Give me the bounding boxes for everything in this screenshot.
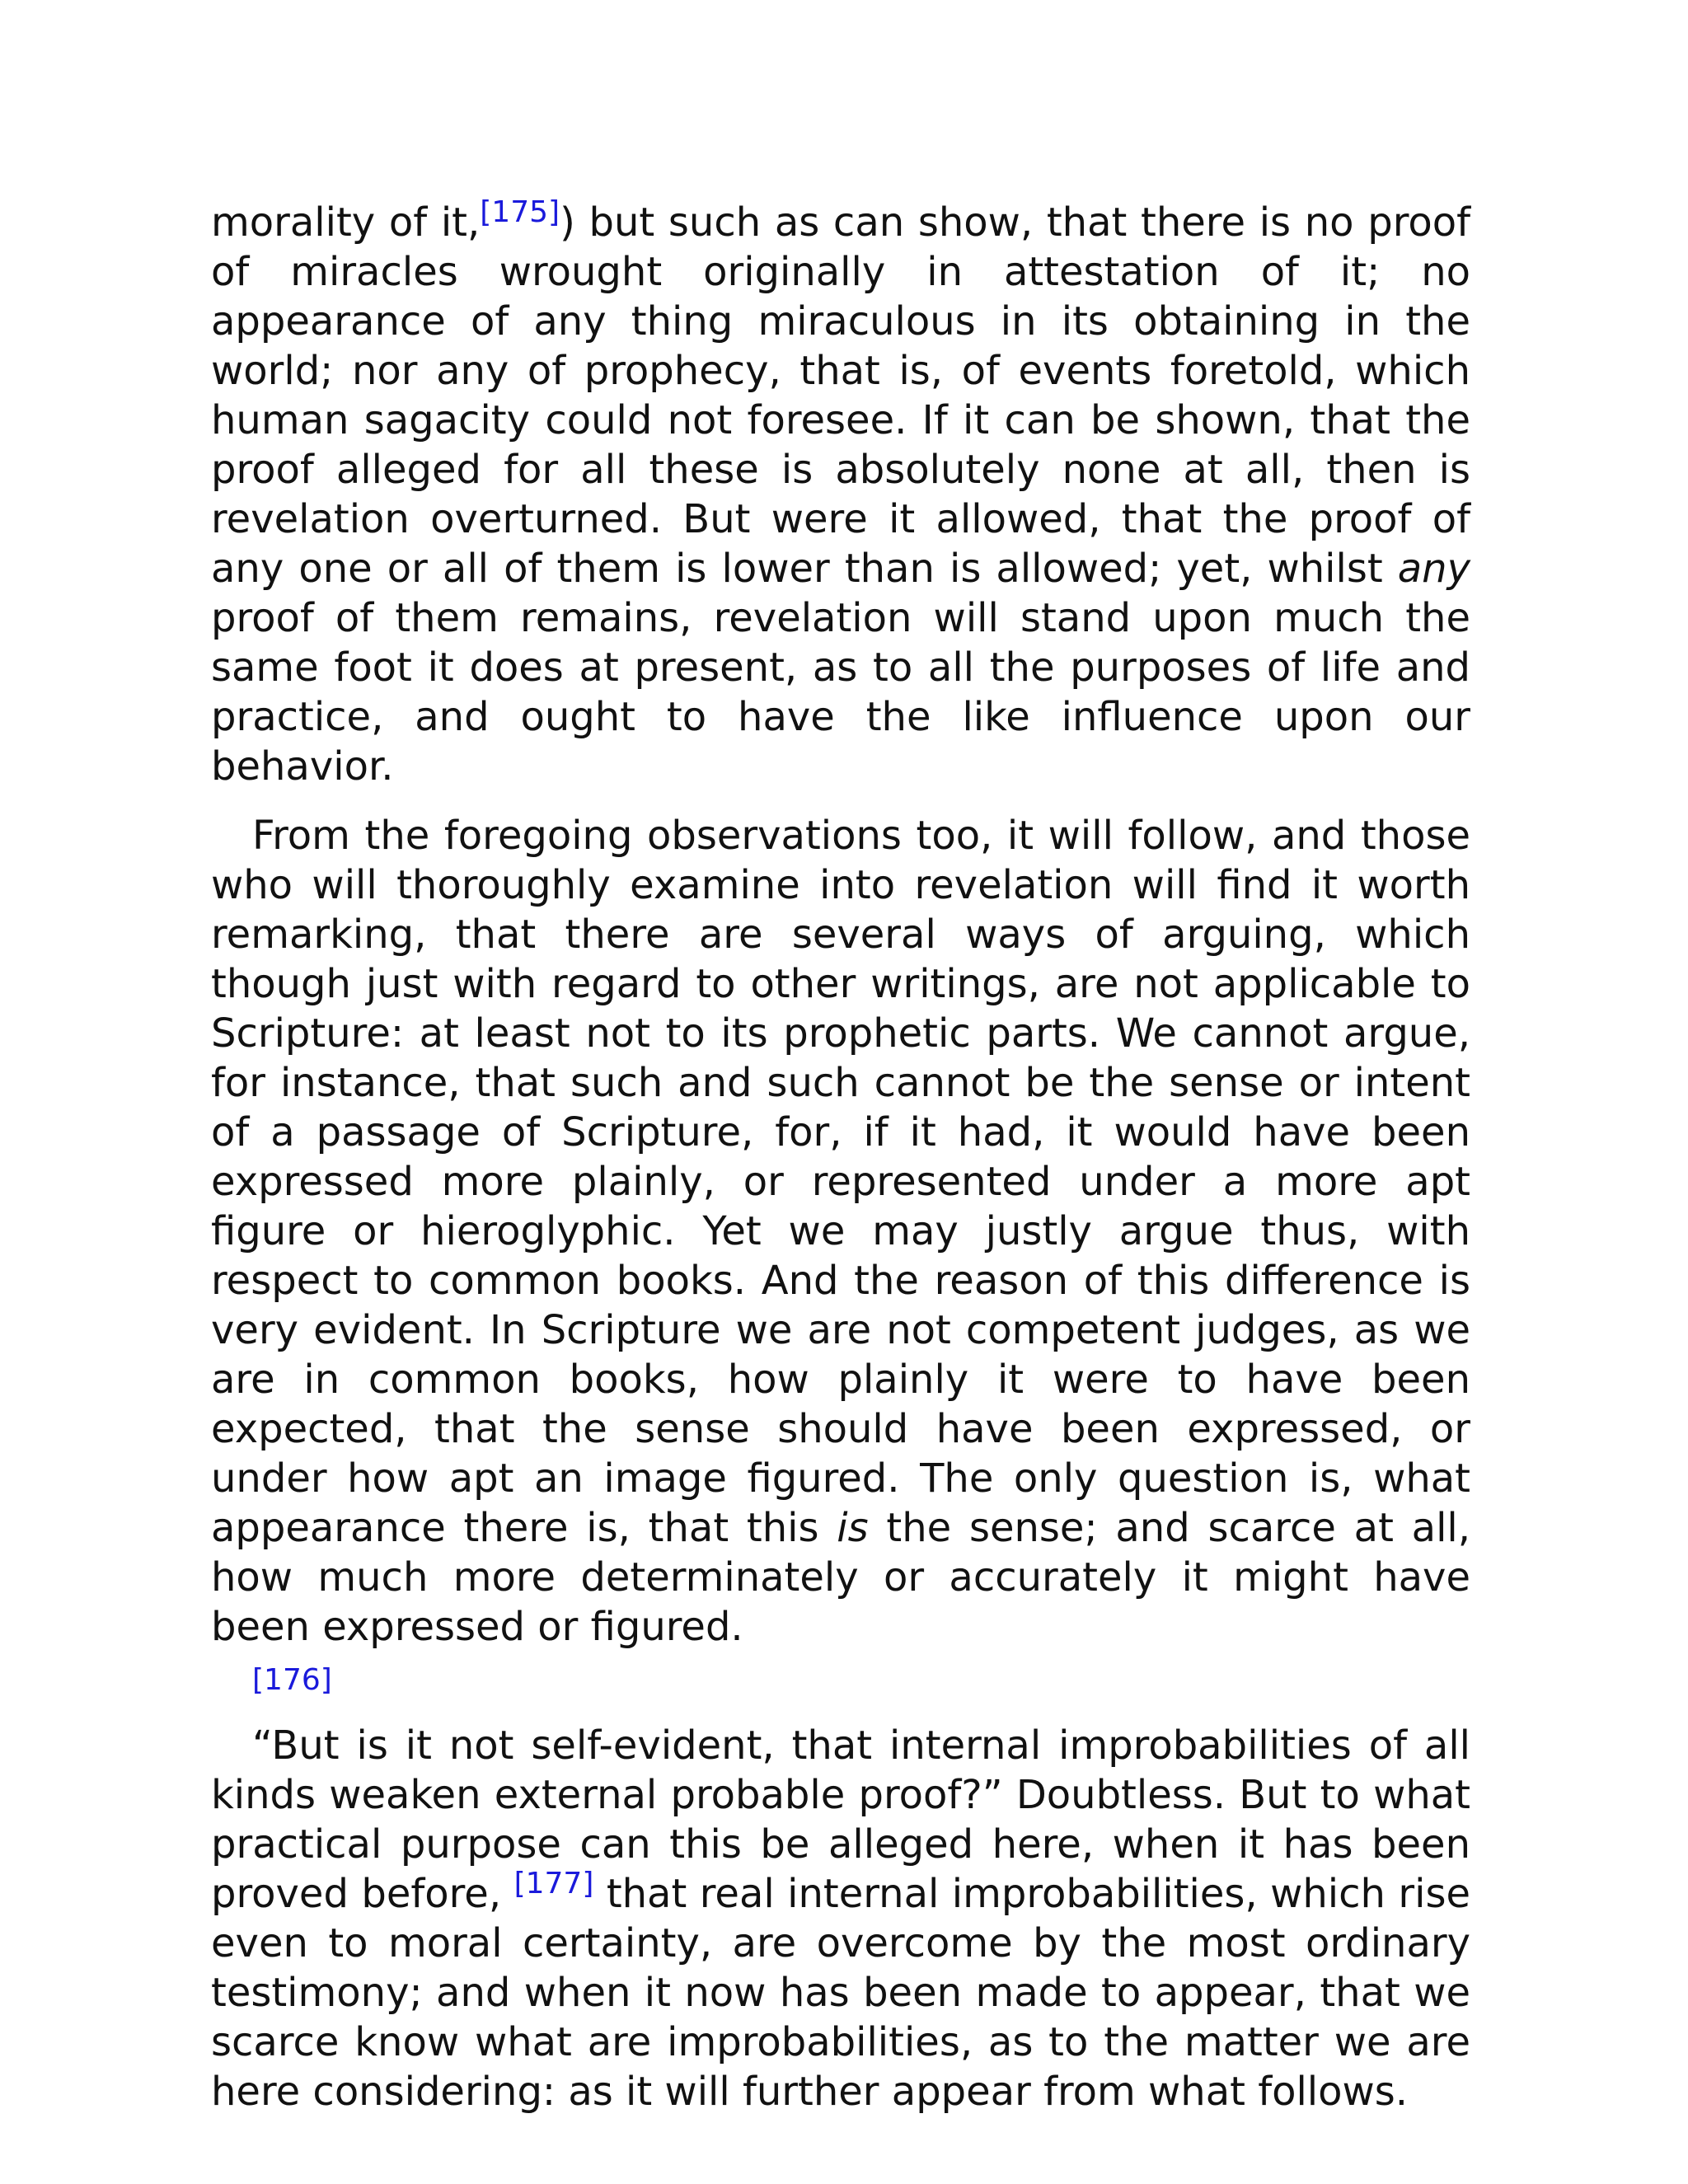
footnote-link-176[interactable]: [176] xyxy=(252,1663,332,1697)
page-body xyxy=(211,195,1471,2136)
paragraph-1 xyxy=(211,195,1471,791)
paragraph-2-emphasis: is xyxy=(837,1505,869,1551)
paragraph-1-text-a: morality of it, xyxy=(211,199,481,246)
paragraph-1-text-c: proof of them remains, revelation will stand upon much the same foot it does at present, as to all the purposes of life and practice, and ought to have the like influence upon our behavior. xyxy=(211,595,1470,790)
paragraph-2-text-b: the sense; and scarce at all, how much more determinately or accurately it might have been expressed or figured. xyxy=(211,1505,1470,1650)
paragraph-3-text-b: that real internal improbabilities, which rise even to moral certainty, are overcome by the most ordinary testimony; and when it now has been made to appear, that we scarce know what are improbabilities, as to the matter we are here considering: as it will further appear from what follows. xyxy=(211,1871,1471,2115)
paragraph-3 xyxy=(211,1721,1470,2116)
paragraph-3-text-a: “But is it not self-evident, that internal improbabilities of all kinds weaken external probable proof?” Doubtless. But to what practical purpose can this be alleged here, when it has been proved before, xyxy=(211,1722,1470,1917)
paragraph-1-emphasis: any xyxy=(1397,546,1470,592)
paragraph-2 xyxy=(211,811,1470,1701)
paragraph-1-text-b: ) but such as can show, that there is no proof of miracles wrought originally in attestation of it; no appearance of any thing miraculous in its obtaining in the world; nor any of prophecy, that is, of events foretold, which human sagacity could not foresee. If it can be shown, that the proof alleged for all these is absolutely none at all, then is revelation overturned. But were it allowed, that the proof of any one or all of them is lower than is allowed; yet, whilst xyxy=(211,199,1471,592)
footnote-link-177[interactable]: [177] xyxy=(513,1867,594,1900)
footnote-link-175[interactable]: [175] xyxy=(480,195,560,229)
paragraph-2-text-a: From the foregoing observations too, it will follow, and those who will thoroughly examine into revelation will find it worth remarking, that there are several ways of arguing, which though just with regard to other writings, are not applicable to Scripture: at least not to its prophetic parts. We cannot argue, for instance, that such and such cannot be the sense or intent of a passage of Scripture, for, if it had, it would have been expressed more plainly, or represented under a more apt figure or hieroglyphic. Yet we may justly argue thus, with respect to common books. And the reason of this difference is very evident. In Scripture we are not competent judges, as we are in common books, how plainly it were to have been expected, that the sense should have been expressed, or under how apt an image figured. The only question is, what appearance there is, that this xyxy=(211,813,1470,1551)
